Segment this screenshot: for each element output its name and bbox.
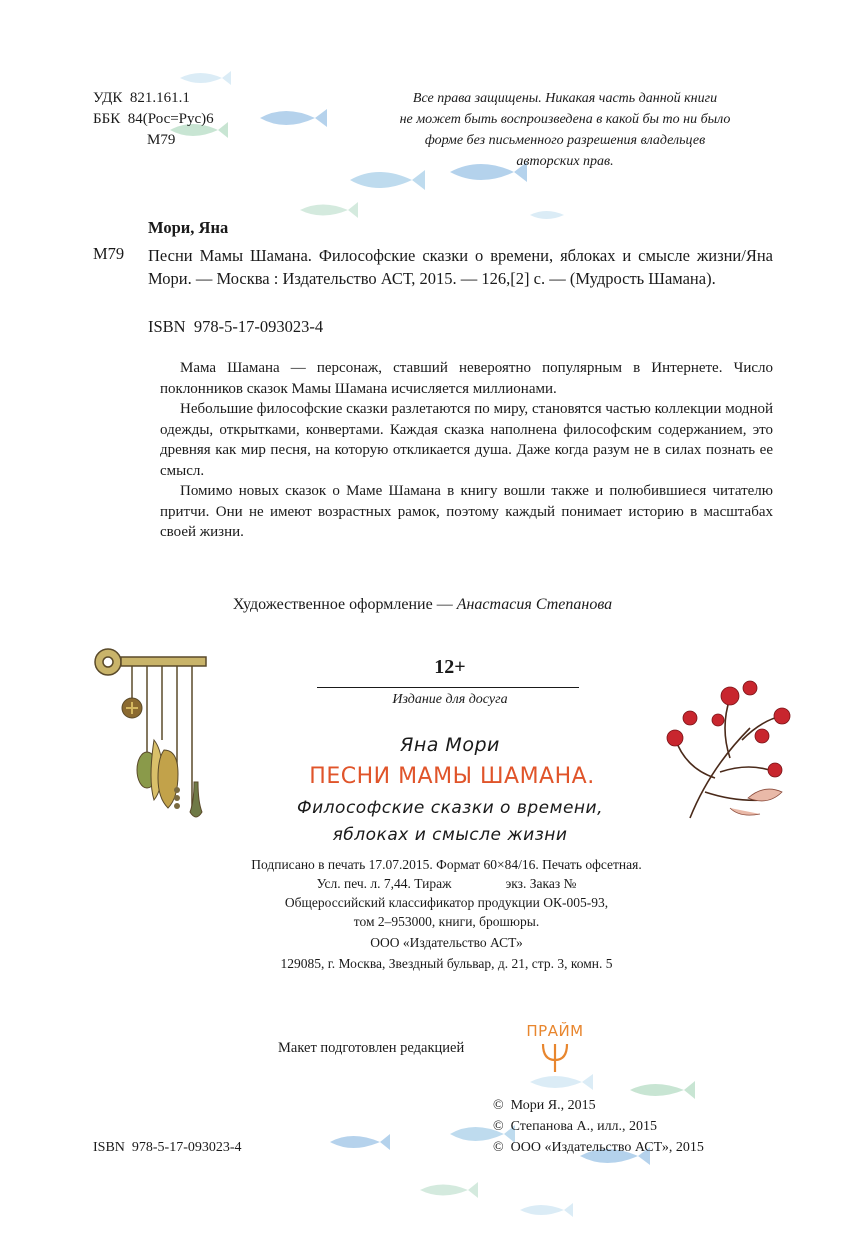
age-rating: 12+	[434, 656, 466, 678]
prepared-by-text: Макет подготовлен редакцией	[278, 1040, 465, 1056]
classifier-line: Общероссийский классификатор продукции ОК-005-93,	[284, 895, 609, 910]
publisher-name: ООО «Издательство АСТ»	[370, 935, 523, 950]
imprint-subtitle-2: яблоках и смысле жизни	[332, 825, 568, 845]
prime-logo-text: ПРАЙМ	[526, 1022, 584, 1040]
entry-isbn: ISBN 978-5-17-093023-4	[148, 317, 324, 336]
classifier-line: том 2–953000, книги, брошюры.	[353, 914, 540, 929]
print-line: Усл. печ. л. 7,44. Тираж экз. Заказ №	[316, 876, 577, 891]
copyright-line: © ООО «Издательство АСТ», 2015	[493, 1140, 704, 1155]
author-mark: М79	[147, 132, 176, 148]
copyright-line: © Степанова А., илл., 2015	[493, 1119, 658, 1134]
udk-code: УДК 821.161.1	[93, 90, 190, 106]
print-line: Подписано в печать 17.07.2015. Формат 60×84/16. Печать офсетная.	[251, 857, 642, 872]
rights-notice	[350, 88, 780, 172]
publisher-address: 129085, г. Москва, Звездный бульвар, д. 21, стр. 3, комн. 5	[280, 956, 613, 971]
entry-mark: М79	[93, 244, 125, 263]
library-codes	[93, 88, 214, 151]
entry-author: Мори, Яна	[148, 218, 229, 237]
annotation	[160, 358, 773, 543]
designer-name: Анастасия Степанова	[456, 596, 613, 613]
design-label: Художественное оформление —	[232, 596, 457, 613]
edition-note: Издание для досуга	[392, 692, 508, 707]
imprint-subtitle-1: Философские сказки о времени,	[297, 798, 603, 818]
bbk-code: ББК 84(Рос=Рус)6	[93, 111, 214, 127]
rights-line: Все права защищены. Никакая часть данной книги	[412, 91, 718, 106]
print-details	[0, 855, 845, 973]
copyright-line: © Мори Я., 2015	[493, 1098, 596, 1113]
design-credit	[0, 596, 845, 614]
entry-description: Песни Мамы Шамана. Философские сказки о времени, яблоках и смысле жизни/Яна Мори. — Москва : Издательство АСТ, 2015. — 126,[2] с. — (Мудрость Шамана).	[148, 246, 773, 288]
rights-line: авторских прав.	[516, 154, 614, 169]
rights-line: не может быть воспроизведена в какой бы то ни было	[399, 112, 731, 127]
footer-isbn: ISBN 978-5-17-093023-4	[93, 1140, 242, 1155]
rights-line: форме без письменного разрешения владельцев	[424, 133, 706, 148]
annotation-paragraph: Мама Шамана — персонаж, ставший невероятно популярным в Интернете. Число поклонников сказок Мамы Шамана исчисляется миллионами.	[160, 360, 773, 397]
annotation-paragraph: Помимо новых сказок о Маме Шамана в книгу вошли также и полюбившиеся читателю притчи. Они не имеют возрастных рамок, поэтому каждый понимает историю в масштабах своей жизни.	[160, 483, 773, 540]
imprint-title: ПЕСНИ МАМЫ ШАМАНА.	[309, 764, 595, 789]
copyright-block	[493, 1095, 704, 1158]
imprint-author: Яна Мори	[400, 734, 500, 756]
annotation-paragraph: Небольшие философские сказки разлетаются по миру, становятся частью коллекции модной одежды, открытками, конвертами. Каждая сказка наполнена философским содержанием, это древняя как мир песня, на которую откликается душа. Даже когда разум не в силах познать ее смысл.	[160, 401, 773, 479]
imprint-rule	[317, 687, 579, 688]
